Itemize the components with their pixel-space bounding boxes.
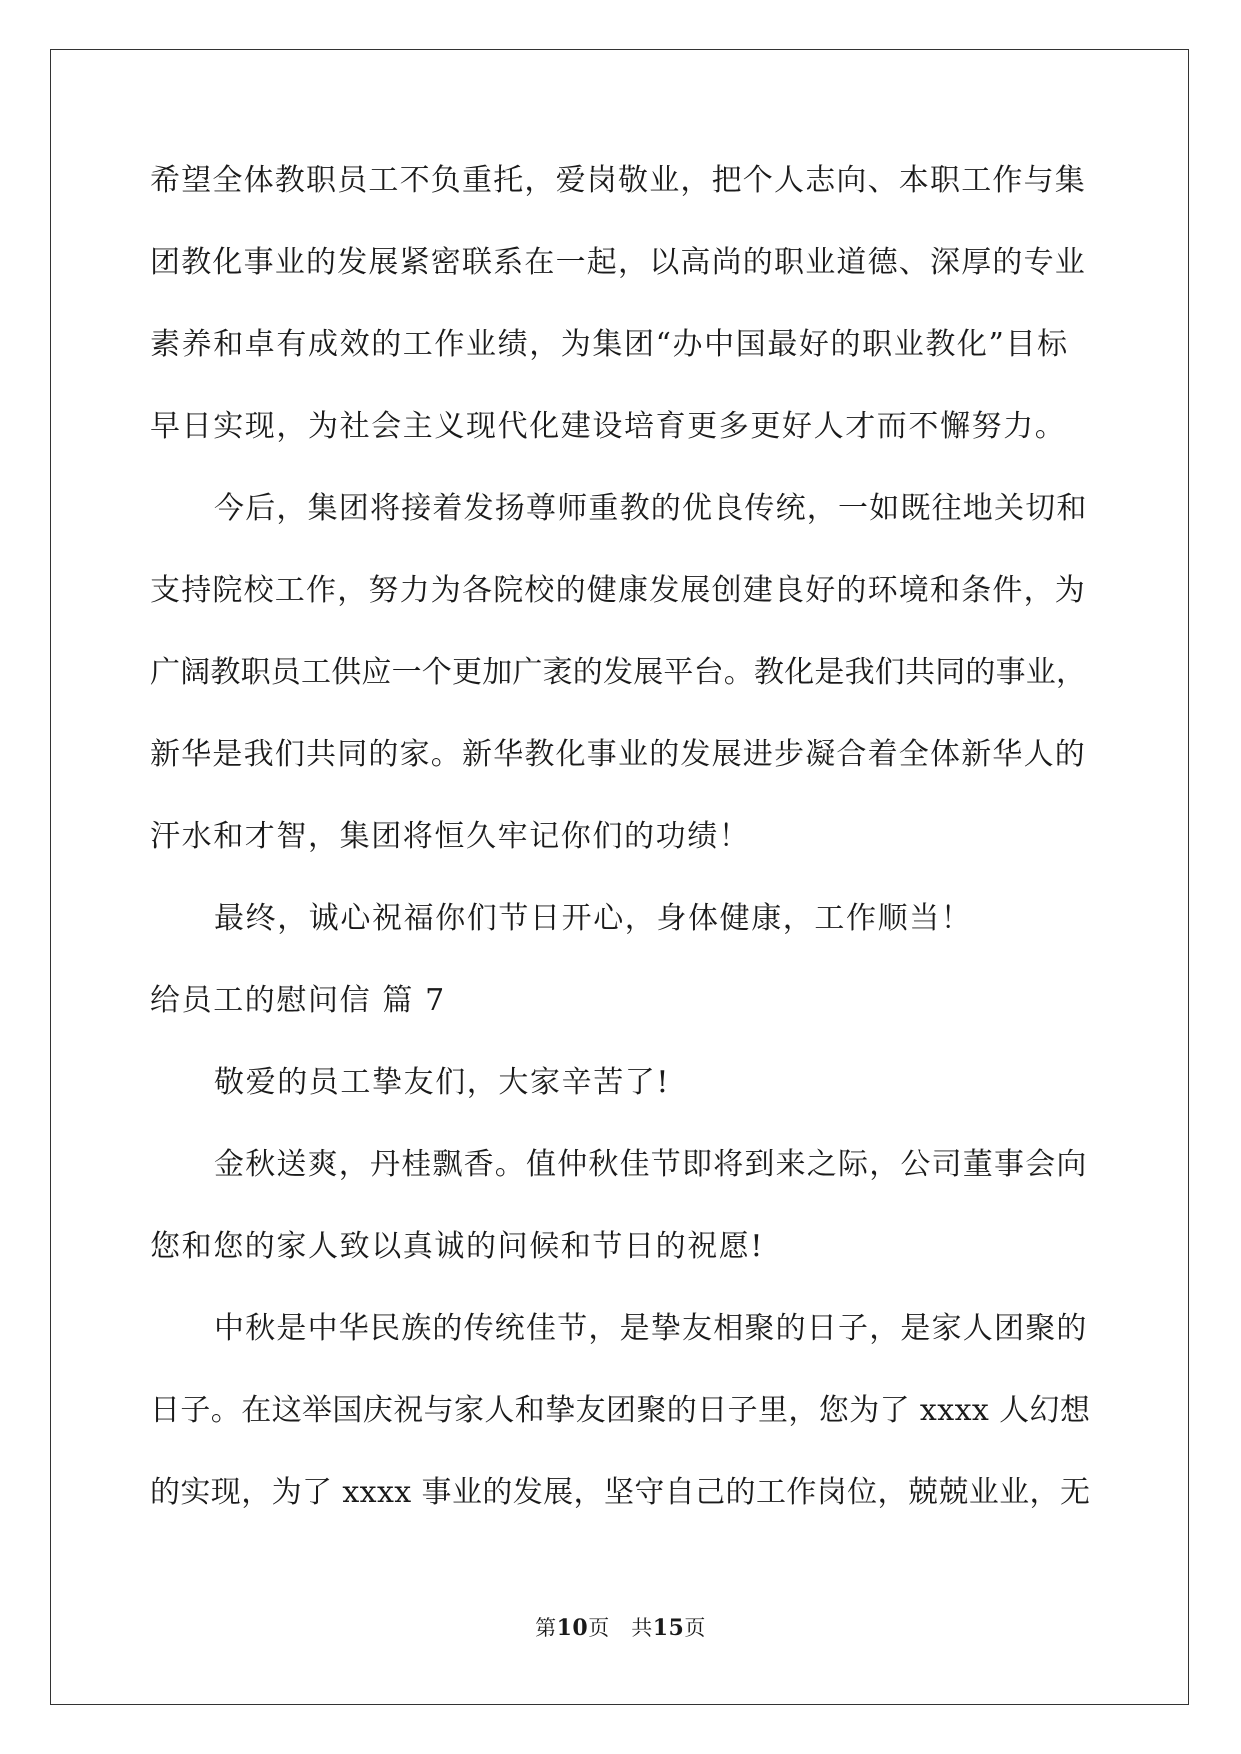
text-line xyxy=(150,1052,1090,1134)
text-line xyxy=(150,478,1090,560)
heading-text: 给员工的慰问信 篇 7 xyxy=(150,983,446,1018)
text-line xyxy=(150,560,1090,642)
line-text: 最终，诚心祝福你们节日开心，身体健康，工作顺当！ xyxy=(214,901,973,936)
current-page-number: 10 xyxy=(556,1615,589,1641)
line-text: 汗水和才智，集团将恒久牢记你们的功绩！ xyxy=(150,819,751,854)
line-text: 希望全体教职员工不负重托，爱岗敬业，把个人志向、本职工作与集 xyxy=(150,163,1086,198)
text-line xyxy=(150,1462,1090,1544)
line-text: 广阔教职员工供应一个更加广袤的发展平台。教化是我们共同的事业， xyxy=(150,655,1087,690)
text-line xyxy=(150,150,1090,232)
total-page-number: 15 xyxy=(652,1615,685,1641)
section-heading xyxy=(150,970,1090,1052)
text-line xyxy=(150,888,1090,970)
line-text: 您和您的家人致以真诚的问候和节日的祝愿! xyxy=(150,1229,765,1264)
line-text: 中秋是中华民族的传统佳节，是挚友相聚的日子，是家人团聚的 xyxy=(214,1311,1088,1346)
page-footer xyxy=(0,1612,1241,1642)
footer-mid: 页 共 xyxy=(588,1616,653,1640)
text-line xyxy=(150,642,1090,724)
text-line xyxy=(150,1380,1090,1462)
text-line xyxy=(150,396,1090,478)
line-text: 今后，集团将接着发扬尊师重教的优良传统，一如既往地关切和 xyxy=(214,491,1088,526)
line-text: 金秋送爽，丹桂飘香。值仲秋佳节即将到来之际，公司董事会向 xyxy=(214,1147,1088,1182)
text-line xyxy=(150,232,1090,314)
footer-prefix: 第 xyxy=(535,1616,557,1640)
line-text: 支持院校工作，努力为各院校的健康发展创建良好的环境和条件，为 xyxy=(150,573,1086,608)
text-line xyxy=(150,314,1090,396)
text-line xyxy=(150,1134,1090,1216)
line-text: 日子。在这举国庆祝与家人和挚友团聚的日子里，您为了 xxxx 人幻想 xyxy=(150,1393,1091,1428)
line-text: 的实现，为了 xxxx 事业的发展，坚守自己的工作岗位，兢兢业业，无 xyxy=(150,1475,1091,1510)
document-body xyxy=(150,150,1090,1544)
line-text: 敬爱的员工挚友们，大家辛苦了! xyxy=(214,1065,671,1100)
text-line xyxy=(150,1216,1090,1298)
line-text: 素养和卓有成效的工作业绩，为集团“办中国最好的职业教化”目标 xyxy=(150,327,1069,362)
text-line xyxy=(150,724,1090,806)
line-text: 新华是我们共同的家。新华教化事业的发展进步凝合着全体新华人的 xyxy=(150,737,1086,772)
line-text: 团教化事业的发展紧密联系在一起，以高尚的职业道德、深厚的专业 xyxy=(150,245,1086,280)
line-text: 早日实现，为社会主义现代化建设培育更多更好人才而不懈努力。 xyxy=(150,409,1067,444)
text-line xyxy=(150,1298,1090,1380)
footer-suffix: 页 xyxy=(684,1616,706,1640)
text-line xyxy=(150,806,1090,888)
